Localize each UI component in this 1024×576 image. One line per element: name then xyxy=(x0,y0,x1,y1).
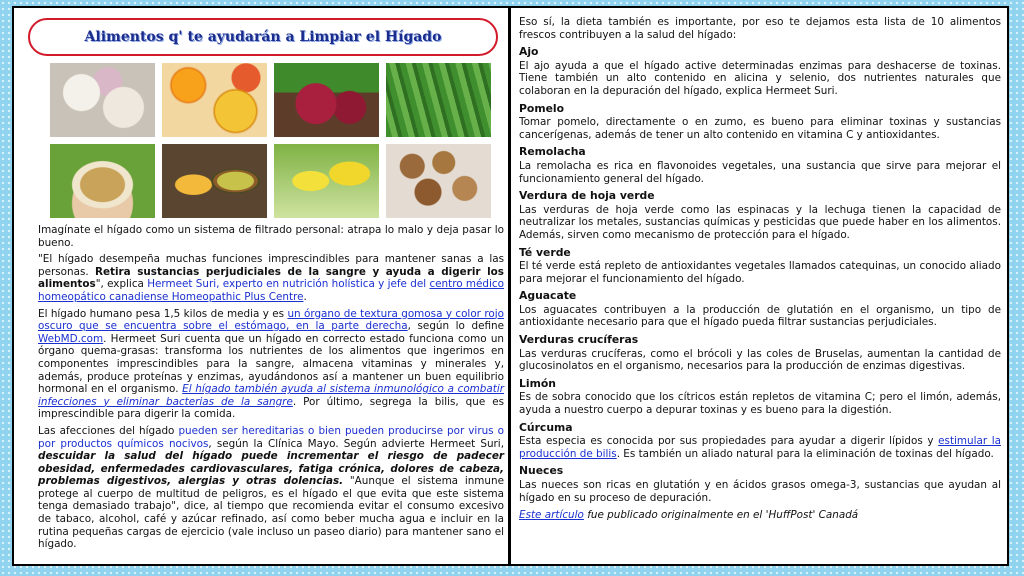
title-banner xyxy=(28,18,498,56)
food-item-ajo xyxy=(519,46,1001,97)
food-item-limon xyxy=(519,378,1001,417)
food-item-text: La remolacha es rica en flavonoides vegetales, una sustancia que sirve para mejorar el funcionamiento general del hígado. xyxy=(519,159,1001,185)
food-item-title: Cúrcuma xyxy=(519,420,573,434)
food-item-text: Esta especia es conocida por sus propiedades para ayudar a digerir lípidos y estimular la producción de bilis. Es también un aliado natural para la eliminación de toxinas del hígado. xyxy=(519,435,1001,460)
food-item-cruciferas xyxy=(519,334,1001,373)
paragraph-intro: Imagínate el hígado como un sistema de filtrado personal: atrapa lo malo y deja pasar lo bueno. xyxy=(38,224,504,249)
food-item-title: Pomelo xyxy=(519,101,565,115)
food-item-nueces xyxy=(519,465,1001,504)
food-item-text: Las nueces son ricas en glutatión y en ácidos grasos omega-3, sustancias que ayudan al hígado en su proceso de depuración. xyxy=(519,479,1001,504)
column-divider xyxy=(508,8,511,564)
source-note: Este artículo fue publicado originalmente en el 'HuffPost' Canadá xyxy=(519,509,859,522)
garlic-photo xyxy=(50,63,155,137)
left-column xyxy=(22,12,506,562)
beet-photo xyxy=(274,63,379,137)
bile-production-link[interactable]: estimular la producción de bilis xyxy=(519,435,1001,460)
organ-description-link[interactable]: un órgano de textura gomosa y color rojo oscuro que se encuentra sobre el estómago, en la parte derecha xyxy=(38,307,504,333)
paragraph-conditions: Las afecciones del hígado pueden ser hereditarias o bien pueden producirse por virus o por productos químicos nocivos, según la Clínica Mayo. Según advierte Hermeet Suri, descuidar la salud del hígado puede incrementar el riesgo de padecer obesidad, enfermedades cardiovasculares, fatiga crónica, dolores de cabeza, problemas digestivos, alergias y otras dolencias. "Aunque el sistema inmune protege al cuerpo de multitud de peligros, es el hígado el que evita que este sistema tenga demasiado trabajo", dice, al tiempo que recomienda evitar el consumo excesivo de tabaco, alcohol, café y azúcar refinado, así como beber mucha agua e incluir en la rutina pequeñas cargas de ejercicio (vale incluso un paseo diario) para mantener sano el hígado. xyxy=(38,424,504,551)
food-item-text: Las verduras crucíferas, como el brócoli y las coles de Bruselas, aumentan la cantidad de glucosinolatos en el organismo, necesarios para la producción de enzimas digestivas. xyxy=(519,347,1001,373)
right-column xyxy=(519,12,1001,562)
food-item-title: Nueces xyxy=(519,464,564,478)
food-item-text: Es de sobra conocido que los cítricos están repletos de vitamina C; pero el limón, además, ayuda a nuestro cuerpo a depurar toxinas y es bueno para la digestión. xyxy=(519,391,1001,417)
hereditary-link[interactable]: pueden ser hereditarias o bien pueden producirse por virus o por productos químicos nocivos xyxy=(38,424,504,450)
original-article-link[interactable]: Este artículo xyxy=(519,509,584,522)
article-frame xyxy=(12,6,1009,566)
food-item-title: Aguacate xyxy=(519,289,577,303)
food-item-text: Los aguacates contribuyen a la producción de glutatión en el organismo, un tipo de antioxidante necesario para que el hígado pueda filtrar sustancias perjudiciales. xyxy=(519,303,1001,329)
food-item-curcuma xyxy=(519,422,1001,461)
food-photo-grid xyxy=(50,63,506,218)
food-item-verdura-hoja-verde xyxy=(519,190,1001,241)
citrus-photo xyxy=(162,63,267,137)
food-item-aguacate xyxy=(519,290,1001,329)
food-item-remolacha xyxy=(519,146,1001,185)
food-item-title: Remolacha xyxy=(519,145,586,159)
green-tea-photo xyxy=(50,144,155,218)
lemon-photo xyxy=(274,144,379,218)
walnuts-photo xyxy=(386,144,491,218)
article-body xyxy=(38,224,504,551)
homeopathic-centre-link[interactable]: centro médico homeopático canadiense Homeopathic Plus Centre xyxy=(38,278,504,303)
food-item-text: El ajo ayuda a que el hígado active determinadas enzimas para deshacerse de toxinas. Tiene también un alto contenido en alicina y selenio, dos nutrientes naturales que colaboran en la depuración del hígado, explica Hermeet Suri. xyxy=(519,59,1001,97)
food-item-title: Ajo xyxy=(519,45,539,59)
paragraph-liver-description: El hígado humano pesa 1,5 kilos de media y es un órgano de textura gomosa y color rojo oscuro que se encuentra sobre el estómago, en la parte derecha, según lo define WebMD.com. Hermeet Suri cuenta que un hígado en correcto estado funciona como un órgano quema-grasas: transforma los nutrientes de los alimentos que ingerimos en componentes imprescindibles para la sangre, almacena vitaminas y minerales y, además, produce proteínas y enzimas, ayudándonos así a mantener un buen equilibrio hormonal en el organismo. El hígado también ayuda al sistema inmunológico a combatir infecciones y eliminar bacterias de la sangre. Por último, segrega la bilis, que es imprescindible para digerir la comida. xyxy=(38,307,504,421)
food-item-title: Limón xyxy=(519,376,556,390)
webmd-link[interactable]: WebMD.com xyxy=(38,332,104,345)
avocado-photo xyxy=(162,144,267,218)
leafy-greens-photo xyxy=(386,63,491,137)
food-item-pomelo xyxy=(519,103,1001,142)
food-item-text: El té verde está repleto de antioxidantes vegetales llamados catequinas, un conocido aliado para mejorar el funcionamiento del hígado. xyxy=(519,260,1001,285)
paragraph-functions: "El hígado desempeña muchas funciones imprescindibles para mantener sanas a las personas. Retira sustancias perjudiciales de la sangre y ayuda a digerir los alimentos", explica Hermeet Suri, experto en nutrición holística y jefe del centro médico homeopático canadiense Homeopathic Plus Centre. xyxy=(38,253,504,303)
food-item-te-verde xyxy=(519,247,1001,286)
page-title: Alimentos q' te ayudarán a Limpiar el Hígado xyxy=(84,29,442,45)
food-item-title: Té verde xyxy=(519,245,571,259)
list-intro: Eso sí, la dieta también es importante, por eso te dejamos esta lista de 10 alimentos frescos contribuyen a la salud del hígado: xyxy=(519,16,1001,41)
food-item-title: Verdura de hoja verde xyxy=(519,189,655,203)
immune-system-link[interactable]: El hígado también ayuda al sistema inmunológico a combatir infecciones y eliminar bacterias de la sangre xyxy=(38,383,504,408)
food-item-text: Tomar pomelo, directamente o en zumo, es bueno para eliminar toxinas y sustancias cancerígenas, además de tener un alto contenido en vitamina C y antioxidantes. xyxy=(519,116,1001,141)
food-item-title: Verduras crucíferas xyxy=(519,333,639,347)
food-item-text: Las verduras de hoja verde como las espinacas y la lechuga tienen la capacidad de neutralizar los metales, sustancias químicas y pesticidas que puede haber en los alimentos. Además, sirven como mecanismo de protección para el hígado. xyxy=(519,203,1001,241)
